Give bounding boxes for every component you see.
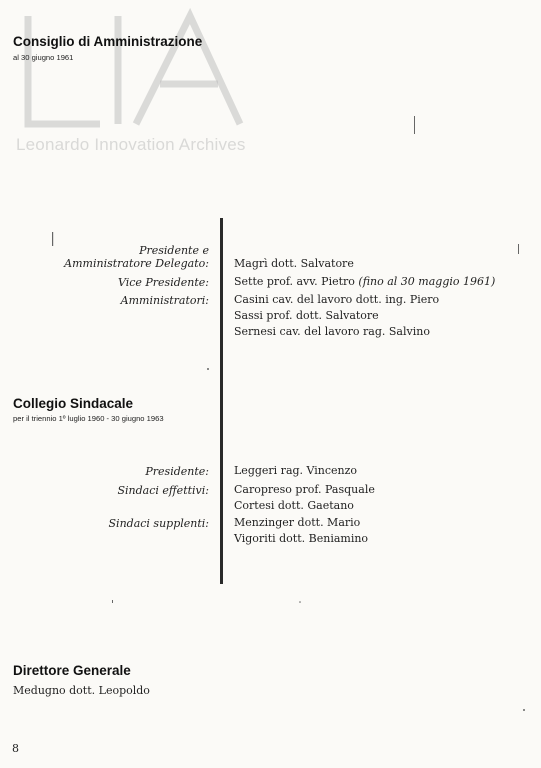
name-sernesi: Sernesi cav. del lavoro rag. Salvino [234,325,430,338]
label-sindaci-supplenti: Sindaci supplenti: [108,517,209,530]
label-presidente: Presidente: [145,465,209,478]
name-vigoriti: Vigoriti dott. Beniamino [234,532,369,545]
name-caropreso: Caropreso prof. Pasquale [234,483,375,496]
direttore-title: Direttore Generale [13,663,131,678]
collegio-title: Collegio Sindacale [13,396,134,411]
consiglio-subtitle: al 30 giugno 1961 [13,53,74,62]
watermark-text: Leonardo Innovation Archives [16,135,246,154]
name-cortesi: Cortesi dott. Gaetano [234,499,354,512]
label-amministratore-delegato: Amministratore Delegato: [64,257,209,270]
consiglio-title: Consiglio di Amministrazione [13,34,203,49]
vertical-divider [220,218,223,584]
name-magri: Magrì dott. Salvatore [234,257,354,270]
name-leggeri: Leggeri rag. Vincenzo [234,464,358,477]
page-number: 8 [12,742,19,755]
name-sassi: Sassi prof. dott. Salvatore [234,309,379,322]
vice-presidente-note: (fino al 30 maggio 1961) [358,275,496,288]
lia-watermark-logo [14,6,244,136]
vice-presidente-value [234,274,495,290]
name-casini: Casini cav. del lavoro dott. ing. Piero [234,293,440,306]
label-presidente-e: Presidente e [139,244,209,257]
name-menzinger: Menzinger dott. Mario [234,516,361,529]
collegio-subtitle: per il triennio 1º luglio 1960 - 30 giugno 1963 [13,414,164,423]
label-vice-presidente: Vice Presidente: [117,276,209,289]
name-medugno: Medugno dott. Leopoldo [13,684,150,697]
name-sette: Sette prof. avv. Pietro [234,275,355,288]
label-amministratori: Amministratori: [120,294,209,307]
label-sindaci-effettivi: Sindaci effettivi: [117,484,209,497]
